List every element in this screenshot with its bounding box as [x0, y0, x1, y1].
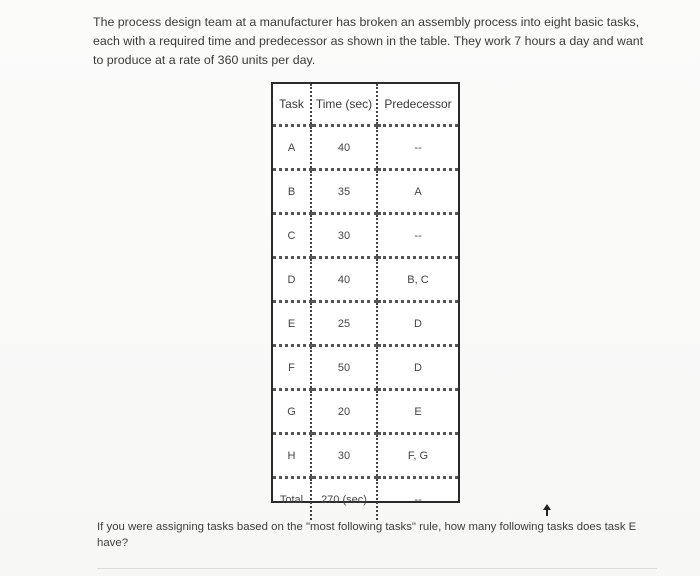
- header-time: Time (sec): [311, 84, 377, 126]
- cell-predecessor: A: [377, 170, 458, 214]
- cell-task: D: [273, 258, 311, 302]
- table-row: [273, 214, 458, 258]
- cell-total-predecessor: --: [414, 493, 422, 506]
- cell-task: G: [273, 390, 311, 434]
- cell-task: F: [273, 346, 311, 390]
- table-row: [273, 258, 458, 302]
- cell-predecessor: F, G: [377, 434, 458, 478]
- cell-task: H: [273, 434, 311, 478]
- cell-total-label: Total: [273, 478, 311, 521]
- question-text: If you were assigning tasks based on the "most following tasks" rule, how many following tasks does task E have?: [97, 521, 637, 549]
- cell-task: C: [273, 214, 311, 258]
- cell-time: 40: [311, 258, 377, 302]
- mouse-cursor-icon: [542, 504, 552, 516]
- cell-predecessor: --: [377, 126, 458, 170]
- table-row: [273, 126, 458, 170]
- cell-task: E: [273, 302, 311, 346]
- cell-predecessor: B, C: [377, 258, 458, 302]
- table-total-row: [273, 478, 458, 521]
- cell-predecessor: E: [377, 390, 458, 434]
- table-row: [273, 390, 458, 434]
- cell-predecessor: D: [377, 346, 458, 390]
- table-header-row: [273, 84, 458, 126]
- cell-time: 20: [311, 390, 377, 434]
- cell-total-time: 270 (sec): [311, 478, 377, 521]
- task-table: [271, 82, 460, 506]
- header-task: Task: [273, 84, 311, 126]
- cell-time: 40: [311, 126, 377, 170]
- cell-task: B: [273, 170, 311, 214]
- table-row: [273, 302, 458, 346]
- cell-time: 30: [311, 214, 377, 258]
- cell-time: 35: [311, 170, 377, 214]
- problem-intro: The process design team at a manufacturer has broken an assembly process into eight basic tasks, each with a required time and predecessor as shown in the table. They work 7 hours a day and want to produce at a rate of 360 units per day.: [93, 15, 644, 67]
- cell-predecessor: --: [377, 214, 458, 258]
- table-row: [273, 346, 458, 390]
- cell-time: 30: [311, 434, 377, 478]
- cell-time: 50: [311, 346, 377, 390]
- header-predecessor: Predecessor: [377, 84, 458, 126]
- cell-time: 25: [311, 302, 377, 346]
- table-row: [273, 434, 458, 478]
- cell-predecessor: D: [377, 302, 458, 346]
- table-row: [273, 170, 458, 214]
- task-table-grid: [273, 84, 458, 520]
- cell-task: A: [273, 126, 311, 170]
- answer-divider: [97, 568, 657, 569]
